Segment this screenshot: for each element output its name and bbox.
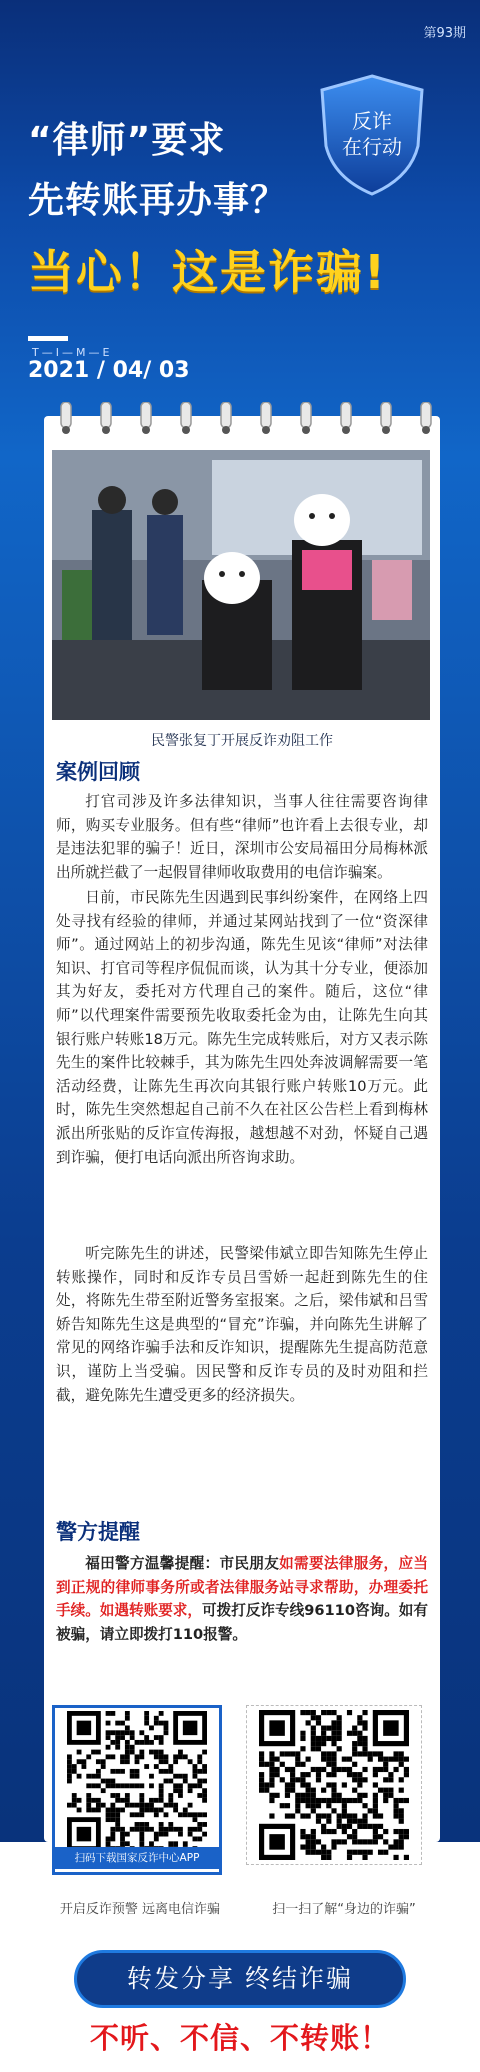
ring-icon — [298, 402, 314, 436]
date: 2021 / 04/ 03 — [28, 358, 190, 383]
photo-caption: 民警张复丁开展反诈劝阻工作 — [151, 733, 333, 749]
title-line-1: “律师”要求 — [28, 120, 226, 161]
ring-icon — [58, 402, 74, 436]
ring-icon — [98, 402, 114, 436]
tips-heading: 警方提醒 — [56, 1520, 140, 1544]
tips-paragraph — [56, 1552, 428, 1646]
case-paragraph-3: 听完陈先生的讲述，民警梁伟斌立即告知陈先生停止转账操作，同时和反诈专员吕雪娇一起赶到陈先生的住处，将陈先生带至附近警务室报案。之后，梁伟斌和吕雪娇告知陈先生这是典型的“冒充”诈骗，并向陈先生讲解了常见的网络诈骗手法和反诈知识，提醒陈先生提高防范意识，谨防上当受骗。因民警和反诈专员的及时劝阻和拦截，避免陈先生遭受更多的经济损失。 — [56, 1245, 428, 1404]
ring-icon — [138, 402, 154, 436]
ring-icon — [258, 402, 274, 436]
badge-line-2: 在行动 — [342, 135, 402, 159]
photo-police-station — [52, 450, 430, 720]
tips-tail: 可拨打反诈专线96110咨询。如有被骗，请立即拨打110报警。 — [56, 1602, 428, 1643]
qr-code-fraud-info[interactable] — [246, 1705, 422, 1865]
slogan: 不听、不信、不转账！ — [89, 2021, 390, 2055]
badge-line-1: 反诈 — [352, 109, 392, 133]
ring-icon — [418, 402, 434, 436]
notepad-rings — [44, 402, 440, 436]
qr-app-label: 扫码下载国家反诈中心APP — [55, 1847, 219, 1869]
ring-icon — [378, 402, 394, 436]
qr-left-subtitle: 开启反诈预警 远离电信诈骗 — [59, 1902, 221, 1917]
case-paragraph-1: 打官司涉及许多法律知识，当事人往往需要咨询律师，购买专业服务。但有些“律师”也许看上去很专业，却是违法犯罪的骗子！近日，深圳市公安局福田分局梅林派出所就拦截了一起假冒律师收取费用的电信诈骗案。 — [56, 793, 428, 881]
title-warning: 当心！这是诈骗! — [28, 245, 387, 299]
case-paragraph-2: 日前，市民陈先生因遇到民事纠纷案件，在网络上四处寻找有经验的律师，并通过某网站找到了一位“资深律师”。通过网站上的初步沟通，陈先生见该“律师”对法律知识、打官司等程序侃侃而谈，认为其十分专业，便添加其为好友，委托对方代理自己的案件。随后，这位“律师”以代理案件需要预先收取委托金为由，让陈先生向其银行账户转账18万元。陈先生完成转账后，对方又表示陈先生的案件比较棘手，其为陈先生四处奔波调解需要一笔活动经费，让陈先生再次向其银行账户转账10万元。此时，陈先生突然想起自己前不久在社区公告栏上看到梅林派出所张贴的反诈宣传海报，越想越不对劲，怀疑自己遇到诈骗，便打电话向派出所咨询求助。 — [56, 889, 428, 1166]
anti-fraud-shield-icon — [318, 72, 426, 198]
title-line-2: 先转账再办事？ — [28, 180, 288, 221]
tips-red-text: 如需要法律服务，应当到正规的律师事务所或者法律服务站寻求帮助，办理委托手续。如遇转账要求， — [56, 1555, 428, 1620]
qr-right-subtitle: 扫一扫了解“身边的诈骗” — [272, 1902, 416, 1917]
case-heading: 案例回顾 — [56, 760, 140, 784]
time-label: T—I—M—E — [32, 346, 113, 359]
tips-lead: 福田警方温馨提醒：市民朋友 — [85, 1555, 280, 1572]
ring-icon — [178, 402, 194, 436]
share-button[interactable]: 转发分享 终结诈骗 — [74, 1950, 406, 2008]
ring-icon — [218, 402, 234, 436]
divider — [28, 336, 68, 341]
ring-icon — [338, 402, 354, 436]
issue-number: 第93期 — [423, 26, 466, 41]
